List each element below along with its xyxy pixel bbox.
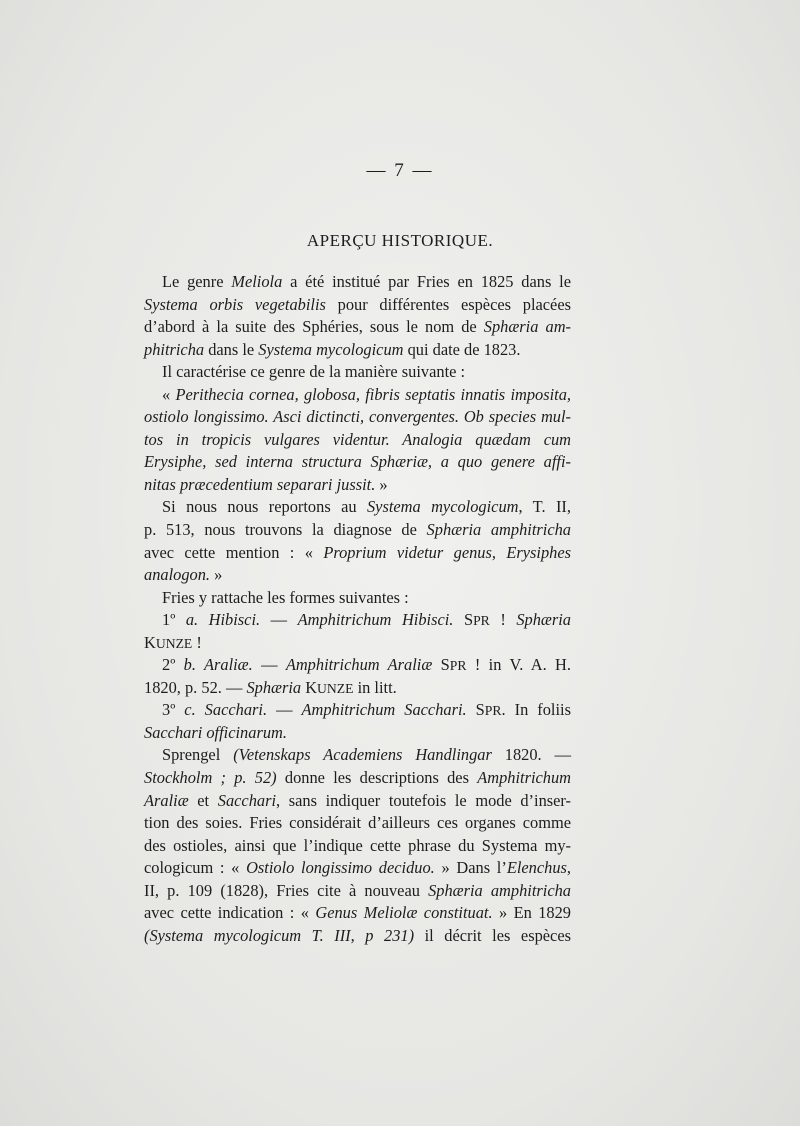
text-line: Stockholm ; p. 52) donne les descriptions des Amphitrichum (144, 768, 572, 788)
text-line: phitricha dans le Systema mycologicum qui date de 1823. (144, 339, 521, 359)
text-line: Systema orbis vegetabilis pour différentes espèces placées (144, 294, 571, 314)
page-number: — 7 — (366, 160, 434, 181)
text-line: tion des soies. Fries considérait d’ailleurs ces organes comme (144, 813, 571, 833)
text-line: Il caractérise ce genre de la manière suivante : (162, 362, 466, 382)
text-line: Si nous nous reportons au Systema mycologicum, T. II, (162, 497, 571, 517)
body-text (144, 271, 571, 947)
text-line: « Perithecia cornea, globosa, fibris septatis innatis imposita, (162, 384, 572, 404)
text-line: KUNZE ! (144, 632, 202, 652)
text-line: Erysiphe, sed interna structura Sphæriæ, a quo genere affi- (144, 452, 571, 472)
text-line: 3º c. Sacchari. — Amphitrichum Sacchari. SPR. In foliis (162, 700, 571, 720)
section-heading: APERÇU HISTORIQUE. (306, 231, 494, 250)
text-line: avec cette mention : « Proprium videtur genus, Erysiphes (144, 542, 571, 562)
text-line: nitas præcedentium separari jussit. » (144, 474, 388, 494)
text-line: avec cette indication : « Genus Meliolæ constituat. » En 1829 (144, 903, 571, 923)
text-line: 1820, p. 52. — Sphæria KUNZE in litt. (144, 677, 397, 697)
text-line: Sacchari officinarum. (144, 722, 287, 742)
text-line: des ostioles, ainsi que l’indique cette phrase du Systema my- (144, 835, 571, 855)
text-line: d’abord à la suite des Sphéries, sous le nom de Sphæria am- (144, 317, 571, 337)
text-line: 1º a. Hibisci. — Amphitrichum Hibisci. SPR ! Sphæria (162, 610, 571, 630)
text-line: p. 513, nous trouvons la diagnose de Sphæria amphitricha (144, 520, 571, 540)
text-line: Le genre Meliola a été institué par Fries en 1825 dans le (162, 272, 571, 291)
text-line: tos in tropicis vulgares videntur. Analogia quædam cum (144, 429, 571, 449)
text-line: analogon. » (144, 565, 223, 585)
text-line: II, p. 109 (1828), Fries cite à nouveau Sphæria amphitricha (144, 880, 571, 900)
text-line: cologicum : « Ostiolo longissimo deciduo. » Dans l’Elenchus, (144, 858, 572, 878)
text-line: 2º b. Araliæ. — Amphitrichum Araliæ SPR ! in V. A. H. (162, 655, 571, 675)
text-line: (Systema mycologicum T. III, p 231) il décrit les espèces (144, 925, 571, 945)
text-line: Sprengel (Vetenskaps Academiens Handlingar 1820. — (162, 745, 571, 765)
text-line: Fries y rattache les formes suivantes : (162, 587, 409, 607)
text-line: Araliæ et Sacchari, sans indiquer toutefois le mode d’inser- (144, 790, 572, 810)
text-line: ostiolo longissimo. Asci dictincti, convergentes. Ob species mul- (144, 407, 571, 427)
